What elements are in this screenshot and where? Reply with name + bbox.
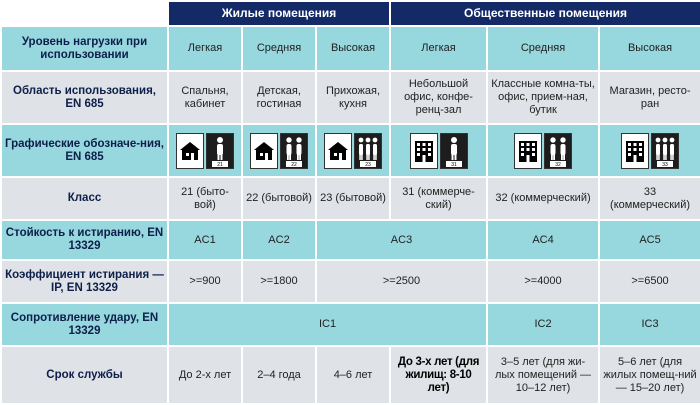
- three-persons-icon: [651, 133, 679, 169]
- service-life-cell: 4–6 лет: [316, 346, 390, 404]
- abrasion-coefficient-label: Коэффициент истирания — IP, EN 13329: [1, 260, 168, 303]
- usage-area-cell: Прихожая, кухня: [316, 71, 390, 124]
- abrasion-coefficient-cell: >=900: [168, 260, 242, 303]
- usage-area-cell: Магазин, ресто-ран: [599, 71, 700, 124]
- office-building-icon: [621, 133, 649, 169]
- service-life-cell: До 2-х лет: [168, 346, 242, 404]
- symbol-number: 23: [365, 161, 371, 167]
- usage-area-cell: Спальня, кабинет: [168, 71, 242, 124]
- single-person-icon: [440, 133, 468, 169]
- service-life-label: Срок службы: [1, 346, 168, 404]
- abrasion-resistance-cell: AC2: [242, 220, 316, 260]
- two-persons-icon: [280, 133, 308, 169]
- load-level-cell: Легкая: [168, 26, 242, 71]
- load-level-cell: Средняя: [242, 26, 316, 71]
- impact-resistance-cell: IC2: [487, 303, 599, 346]
- public-header: Общественные помещения: [390, 1, 700, 26]
- impact-resistance-cell: IC3: [599, 303, 700, 346]
- office-building-icon: [410, 133, 438, 169]
- single-person-icon: [206, 133, 234, 169]
- corner-cell: [1, 1, 168, 26]
- residential-header: Жилые помещения: [168, 1, 390, 26]
- abrasion-coefficient-cell: >=2500: [316, 260, 487, 303]
- class-cell: 32 (коммерческий): [487, 177, 599, 220]
- graphic-symbol-cell: [599, 124, 700, 177]
- abrasion-resistance-cell: AC5: [599, 220, 700, 260]
- two-persons-icon: [544, 133, 572, 169]
- graphic-symbol-cell: [316, 124, 390, 177]
- service-life-cell: 2–4 года: [242, 346, 316, 404]
- symbol-number: 21: [217, 161, 223, 167]
- class-cell: 23 (бытовой): [316, 177, 390, 220]
- abrasion-resistance-cell: AC4: [487, 220, 599, 260]
- usage-area-label: Область использования, EN 685: [1, 71, 168, 124]
- impact-resistance-cell: IC1: [168, 303, 487, 346]
- load-level-cell: Высокая: [599, 26, 700, 71]
- symbol-number: 31: [450, 161, 457, 167]
- impact-resistance-label: Сопротивление удару, EN 13329: [1, 303, 168, 346]
- graphic-symbols-label: Графические обозначе-ния, EN 685: [1, 124, 168, 177]
- house-icon: [176, 133, 204, 169]
- service-life-cell: 3–5 лет (для жи-лых помещений — 10–12 лет): [487, 346, 599, 404]
- abrasion-resistance-cell: AC3: [316, 220, 487, 260]
- abrasion-resistance-cell: AC1: [168, 220, 242, 260]
- office-building-icon: [514, 133, 542, 169]
- load-level-cell: Легкая: [390, 26, 487, 71]
- abrasion-coefficient-cell: >=1800: [242, 260, 316, 303]
- three-persons-icon: [354, 133, 382, 169]
- service-life-cell: До 3-х лет (для жилищ: 8-10 лет): [390, 346, 487, 404]
- house-icon: [324, 133, 352, 169]
- usage-area-cell: Классные комна-ты, офис, прием-ная, бутик: [487, 71, 599, 124]
- class-cell: 22 (бытовой): [242, 177, 316, 220]
- usage-area-cell: Детская, гостиная: [242, 71, 316, 124]
- load-level-cell: Высокая: [316, 26, 390, 71]
- graphic-symbol-cell: [242, 124, 316, 177]
- abrasion-resistance-label: Стойкость к истиранию, EN 13329: [1, 220, 168, 260]
- symbol-number: 33: [662, 161, 668, 167]
- usage-area-cell: Небольшой офис, конфе-ренц-зал: [390, 71, 487, 124]
- graphic-symbol-cell: [390, 124, 487, 177]
- class-cell: 31 (коммерче-ский): [390, 177, 487, 220]
- symbol-number: 22: [291, 161, 297, 167]
- load-level-label: Уровень нагрузки при использовании: [1, 26, 168, 71]
- graphic-symbol-cell: [487, 124, 599, 177]
- class-label: Класс: [1, 177, 168, 220]
- abrasion-coefficient-cell: >=4000: [487, 260, 599, 303]
- class-cell: 21 (быто-вой): [168, 177, 242, 220]
- symbol-number: 32: [555, 161, 561, 167]
- service-life-cell: 5–6 лет (для жилых помещ-ний — 15–20 лет): [599, 346, 700, 404]
- house-icon: [250, 133, 278, 169]
- abrasion-coefficient-cell: >=6500: [599, 260, 700, 303]
- class-cell: 33 (коммерческий): [599, 177, 700, 220]
- graphic-symbol-cell: [168, 124, 242, 177]
- load-level-cell: Средняя: [487, 26, 599, 71]
